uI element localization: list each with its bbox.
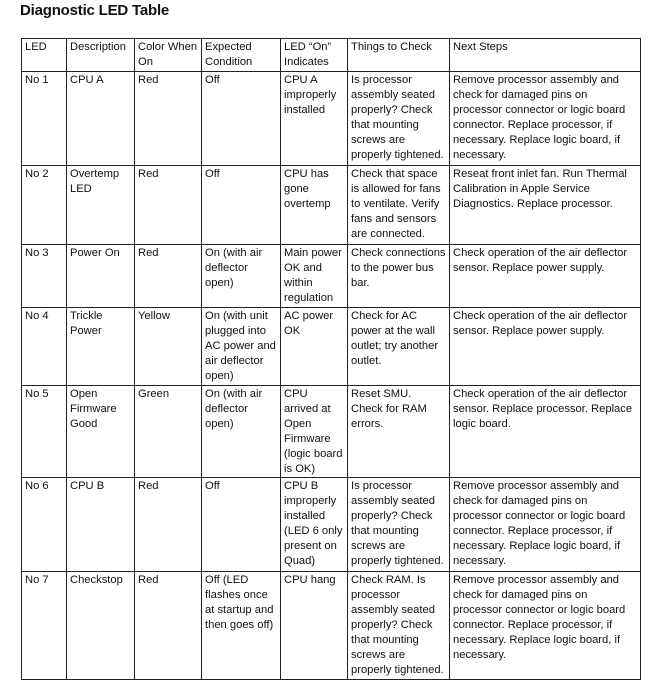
cell-description: Overtemp LED: [67, 166, 135, 245]
cell-things-to-check: Check connections to the power bus bar.: [348, 245, 450, 308]
cell-things-to-check: Is processor assembly seated properly? Check that mounting screws are properly tightened.: [348, 478, 450, 572]
cell-next-steps: Remove processor assembly and check for damaged pins on processor connector or logic board connector. Replace processor, if necessary. Replace logic board, if necessary.: [450, 572, 641, 680]
cell-description: Open Firmware Good: [67, 386, 135, 478]
cell-indicates: CPU arrived at Open Firmware (logic board is OK): [281, 386, 348, 478]
cell-next-steps: Remove processor assembly and check for damaged pins on processor connector or logic board connector. Replace processor, if necessary. Replace logic board, if necessary.: [450, 478, 641, 572]
cell-led: No 6: [22, 478, 67, 572]
cell-expected-condition: Off (LED flashes once at startup and then goes off): [202, 572, 281, 680]
cell-next-steps: Check operation of the air deflector sensor. Replace power supply.: [450, 245, 641, 308]
cell-color: Green: [135, 386, 202, 478]
header-color-when-on: Color When On: [135, 39, 202, 72]
table-row: [22, 308, 641, 386]
table-row: [22, 166, 641, 245]
cell-expected-condition: Off: [202, 478, 281, 572]
cell-color: Red: [135, 572, 202, 680]
header-things-to-check: Things to Check: [348, 39, 450, 72]
header-next-steps: Next Steps: [450, 39, 641, 72]
cell-led: No 2: [22, 166, 67, 245]
diagnostic-led-table: [21, 38, 641, 680]
cell-things-to-check: Check RAM. Is processor assembly seated properly? Check that mounting screws are properly tightened.: [348, 572, 450, 680]
header-description: Description: [67, 39, 135, 72]
cell-led: No 5: [22, 386, 67, 478]
table-row: [22, 386, 641, 478]
cell-color: Red: [135, 245, 202, 308]
table-row: [22, 72, 641, 166]
cell-description: CPU B: [67, 478, 135, 572]
cell-description: Checkstop: [67, 572, 135, 680]
cell-next-steps: Check operation of the air deflector sensor. Replace power supply.: [450, 308, 641, 386]
cell-description: CPU A: [67, 72, 135, 166]
header-led: LED: [22, 39, 67, 72]
table-header-row: [22, 39, 641, 72]
cell-things-to-check: Check that space is allowed for fans to ventilate. Verify fans and sensors are connected.: [348, 166, 450, 245]
cell-led: No 4: [22, 308, 67, 386]
cell-led: No 7: [22, 572, 67, 680]
cell-expected-condition: On (with air deflector open): [202, 386, 281, 478]
cell-indicates: CPU has gone overtemp: [281, 166, 348, 245]
table-row: [22, 478, 641, 572]
cell-color: Yellow: [135, 308, 202, 386]
cell-next-steps: Check operation of the air deflector sensor. Replace processor. Replace logic board.: [450, 386, 641, 478]
cell-led: No 1: [22, 72, 67, 166]
cell-indicates: CPU B improperly installed (LED 6 only present on Quad): [281, 478, 348, 572]
cell-things-to-check: Reset SMU. Check for RAM errors.: [348, 386, 450, 478]
header-led-on-indicates: LED “On” Indicates: [281, 39, 348, 72]
cell-indicates: Main power OK and within regulation: [281, 245, 348, 308]
cell-things-to-check: Is processor assembly seated properly? Check that mounting screws are properly tightened.: [348, 72, 450, 166]
cell-expected-condition: On (with air deflector open): [202, 245, 281, 308]
page-title: Diagnostic LED Table: [20, 2, 170, 19]
cell-description: Trickle Power: [67, 308, 135, 386]
cell-things-to-check: Check for AC power at the wall outlet; try another outlet.: [348, 308, 450, 386]
header-expected-condition: Expected Condition: [202, 39, 281, 72]
cell-indicates: CPU hang: [281, 572, 348, 680]
cell-description: Power On: [67, 245, 135, 308]
cell-next-steps: Remove processor assembly and check for damaged pins on processor connector or logic board connector. Replace processor, if necessary. Replace logic board, if necessary.: [450, 72, 641, 166]
cell-expected-condition: Off: [202, 166, 281, 245]
table-row: [22, 572, 641, 680]
cell-color: Red: [135, 166, 202, 245]
cell-expected-condition: On (with unit plugged into AC power and air deflector open): [202, 308, 281, 386]
cell-indicates: AC power OK: [281, 308, 348, 386]
cell-led: No 3: [22, 245, 67, 308]
cell-expected-condition: Off: [202, 72, 281, 166]
table-row: [22, 245, 641, 308]
cell-next-steps: Reseat front inlet fan. Run Thermal Calibration in Apple Service Diagnostics. Replace processor.: [450, 166, 641, 245]
cell-color: Red: [135, 72, 202, 166]
cell-color: Red: [135, 478, 202, 572]
cell-indicates: CPU A improperly installed: [281, 72, 348, 166]
